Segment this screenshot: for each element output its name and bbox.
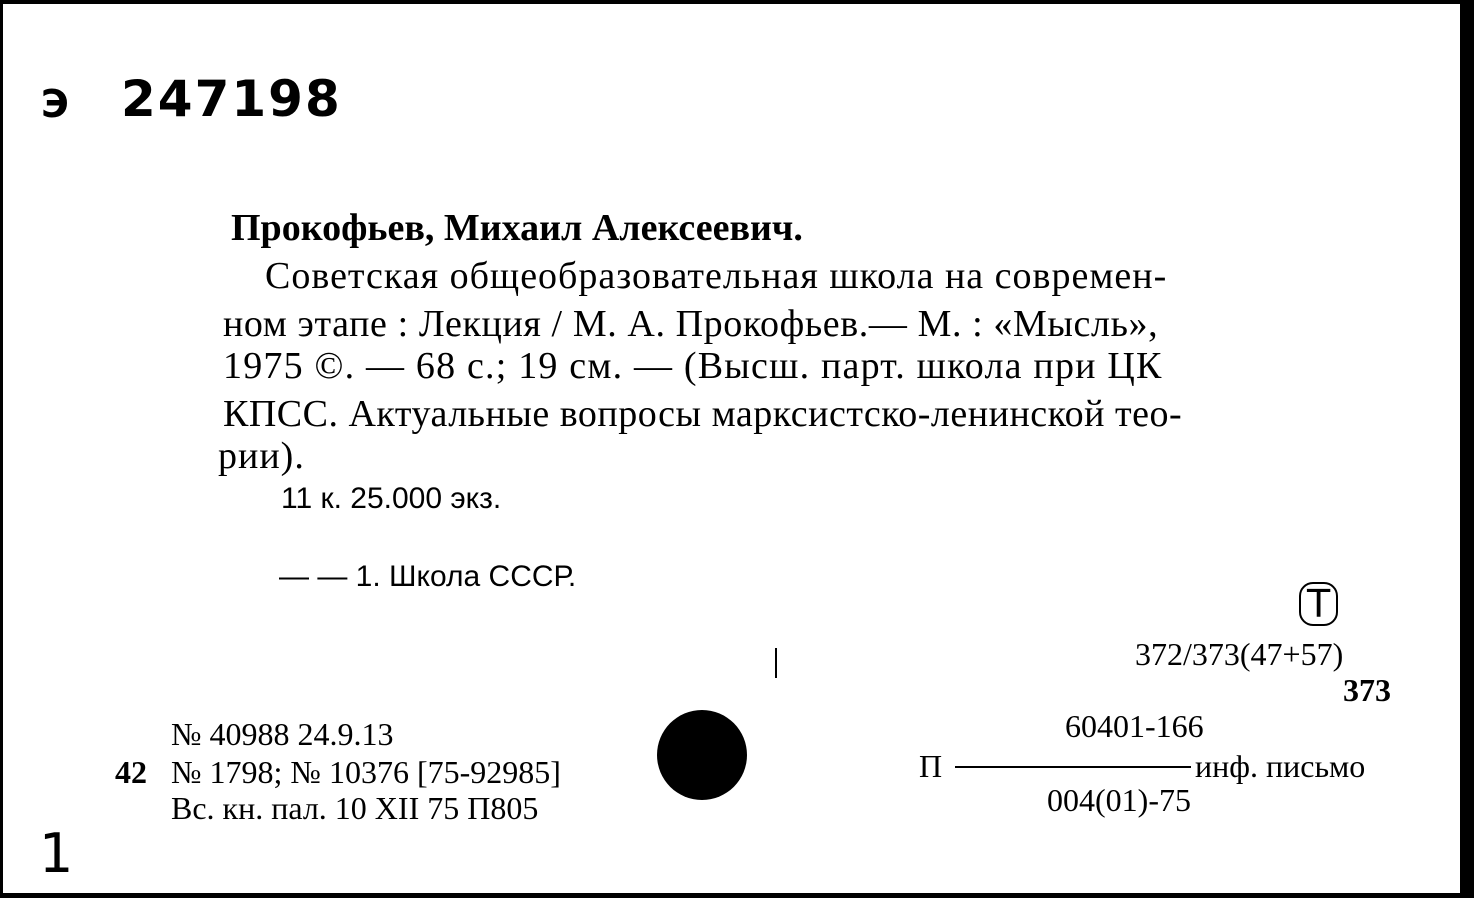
body-line: 1975 ©. — 68 с.; 19 см. — (Высш. парт. школа при ЦК — [223, 345, 1163, 387]
bbk-index: 373 — [1343, 672, 1391, 708]
prefix-mark: Э — [41, 82, 69, 126]
price-circulation: 11 к. 25.000 экз. — [281, 482, 502, 515]
udc-index: 372/373(47+57) — [1135, 636, 1344, 672]
imprint-line-3: Вс. кн. пал. 10 XII 75 П805 — [171, 790, 539, 826]
punch-hole — [657, 710, 747, 800]
body-line: Советская общеобразовательная школа на современ- — [265, 255, 1168, 297]
handwritten-catalog-number: 247198 — [121, 70, 342, 128]
body-line: рии). — [218, 435, 305, 477]
fraction-line — [955, 766, 1191, 768]
class-mark: Т — [1299, 582, 1338, 626]
code-bottom: 004(01)-75 — [1047, 782, 1191, 818]
imprint-line-2: № 1798; № 10376 [75-92985] — [171, 754, 561, 790]
imprint-line-2-prefix: 42 — [115, 754, 147, 790]
body-line: ном этапе : Лекция / М. А. Прокофьев.— М. : «Мысль», — [223, 303, 1159, 345]
subject-heading: — — 1. Школа СССР. — [279, 560, 577, 593]
code-prefix: П — [919, 748, 943, 784]
code-top: 60401-166 — [1065, 708, 1204, 744]
body-line: КПСС. Актуальные вопросы марксистско-ленинской тео- — [223, 393, 1183, 435]
author-heading: Прокофьев, Михаил Алексеевич. — [231, 207, 803, 249]
tick-mark — [775, 648, 777, 678]
corner-mark: 1 — [39, 822, 76, 885]
code-right: инф. письмо — [1195, 748, 1366, 784]
imprint-line-1: № 40988 24.9.13 — [171, 716, 394, 752]
catalog-card — [3, 4, 1460, 893]
